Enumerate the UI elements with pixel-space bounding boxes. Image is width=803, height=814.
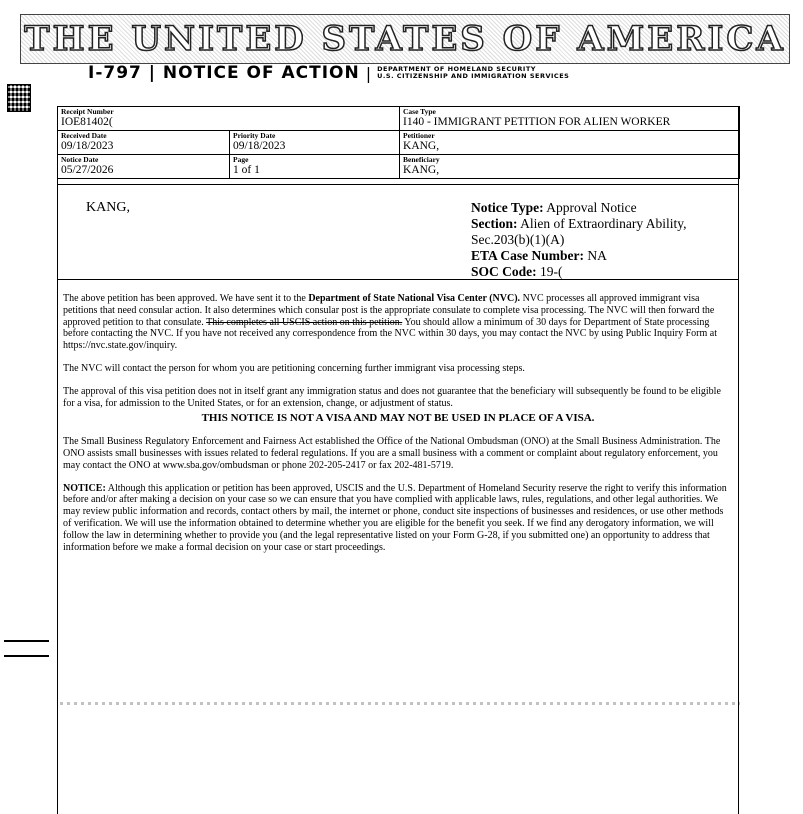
receipt-number-cell <box>58 107 400 131</box>
soc-code-value: 19-( <box>540 264 563 279</box>
receipt-number-value: IOE81402( <box>61 116 113 128</box>
scan-mark <box>4 640 49 642</box>
receipt-number-label: Receipt Number <box>61 107 114 116</box>
received-date-value: 09/18/2023 <box>61 140 114 152</box>
petitioner-cell <box>400 131 740 155</box>
case-type-value: I140 - IMMIGRANT PETITION FOR ALIEN WORKER <box>403 116 671 128</box>
beneficiary-value: KANG, <box>403 164 440 176</box>
received-date-cell <box>58 131 230 155</box>
section-value: Alien of Extraordinary Ability, Sec.203(b)(1)(A) <box>471 216 687 247</box>
agency-line-1: DEPARTMENT OF HOMELAND SECURITY <box>377 65 536 73</box>
address-notice-box <box>57 184 739 280</box>
paragraph-nvc <box>63 293 733 352</box>
notice-date-value: 05/27/2026 <box>61 164 114 176</box>
section-label: Section: <box>471 216 518 231</box>
notice-type-label: Notice Type: <box>471 200 544 215</box>
notice-type-value: Approval Notice <box>546 200 637 215</box>
case-type-label: Case Type <box>403 107 436 116</box>
eta-case-label: ETA Case Number: <box>471 248 584 263</box>
scan-mark <box>4 655 49 657</box>
paragraph-nvc-text-c: NVC processes all approved immigrant visa petitions that need consular action. It also determines which consular post is the appropriate consulate to complete visa processing. The NVC will then forward the approved petition to that consulate. <box>63 293 715 328</box>
scan-noise <box>60 702 740 705</box>
agency-line-2: U.S. CITIZENSHIP AND IMMIGRATION SERVICES <box>377 72 570 80</box>
nvc-name: Department of State National Visa Center (NVC). <box>308 293 521 304</box>
petitioner-value: KANG, <box>403 140 440 152</box>
received-date-label: Received Date <box>61 131 107 140</box>
page-cell <box>230 155 400 179</box>
beneficiary-label: Beneficiary <box>403 155 440 164</box>
notice-label: NOTICE: <box>63 482 106 494</box>
case-info-table <box>57 106 739 179</box>
petitioner-label: Petitioner <box>403 131 435 140</box>
paragraph-nvc-text-e: You should allow a minimum of 30 days for Department of State processing before contacting the NVC. If you have not received any correspondence from the NVC within 30 days, you may contact the NVC by using Public Inquiry Form at https://nvc.state.gov/inquiry. <box>63 316 718 352</box>
beneficiary-cell <box>400 155 740 179</box>
national-banner <box>20 14 790 64</box>
priority-date-value: 09/18/2023 <box>233 140 286 152</box>
agency-block <box>377 66 569 80</box>
form-title: I-797 | NOTICE OF ACTION <box>88 63 360 83</box>
form-header <box>88 62 569 84</box>
case-type-cell <box>400 107 740 131</box>
notice-type-block <box>471 200 733 280</box>
paragraph-approval: The approval of this visa petition does not in itself grant any immigration status and does not guarantee that the beneficiary will subsequently be found to be eligible for a visa, for admission to the United States, or for an extension, change, or adjustment of status. <box>63 385 721 409</box>
paragraph-contact: The NVC will contact the person for whom you are petitioning concerning further immigrant visa processing steps. <box>63 362 525 374</box>
page-label: Page <box>233 155 249 164</box>
soc-code-label: SOC Code: <box>471 264 537 279</box>
not-a-visa-warning: THIS NOTICE IS NOT A VISA AND MAY NOT BE USED IN PLACE OF A VISA. <box>201 412 595 425</box>
notice-date-cell <box>58 155 230 179</box>
page-value: 1 of 1 <box>233 164 260 176</box>
banner-title: THE UNITED STATES OF AMERICA <box>24 19 786 59</box>
notice-body <box>63 293 733 564</box>
header-separator: | <box>365 63 372 83</box>
notice-date-label: Notice Date <box>61 155 99 164</box>
paragraph-verification <box>63 483 733 554</box>
notice-text: Although this application or petition has been approved, USCIS and the U.S. Department of Homeland Security reserve the right to verify this information before and/or after making a decision on your case so we can ensure that you have complied with applicable laws, rules, regulations, and other legal authorities. We may review public information and records, contact others by mail, the internet or phone, conduct site inspections of businesses and residences, or use other methods of verification. We will use the information obtained to determine whether you are eligible for the benefit you seek. If we find any derogatory information, we will follow the law in determining whether to provide you (and the legal representative listed on your Form G-28, if you submitted one) an opportunity to address that information before we make a formal decision on your case or start proceedings. <box>63 482 727 553</box>
uscis-complete-text: This completes all USCIS action on this petition. <box>206 316 403 328</box>
eta-case-value: NA <box>587 248 607 263</box>
paragraph-nvc-text-a: The above petition has been approved. We have sent it to the <box>63 293 309 304</box>
addressee-name: KANG, <box>86 200 130 215</box>
priority-date-label: Priority Date <box>233 131 276 140</box>
paragraph-ombudsman: The Small Business Regulatory Enforcement and Fairness Act established the Office of the National Ombudsman (ONO) at the Small Business Administration. The ONO assists small businesses with issues related to federal regulations. If you are a small business with a comment or complaint about regulatory enforcement, you may contact the ONO at www.sba.gov/ombudsman or phone 202-205-2417 or fax 202-481-5719. <box>63 436 721 471</box>
qr-code-icon <box>7 84 31 112</box>
priority-date-cell <box>230 131 400 155</box>
